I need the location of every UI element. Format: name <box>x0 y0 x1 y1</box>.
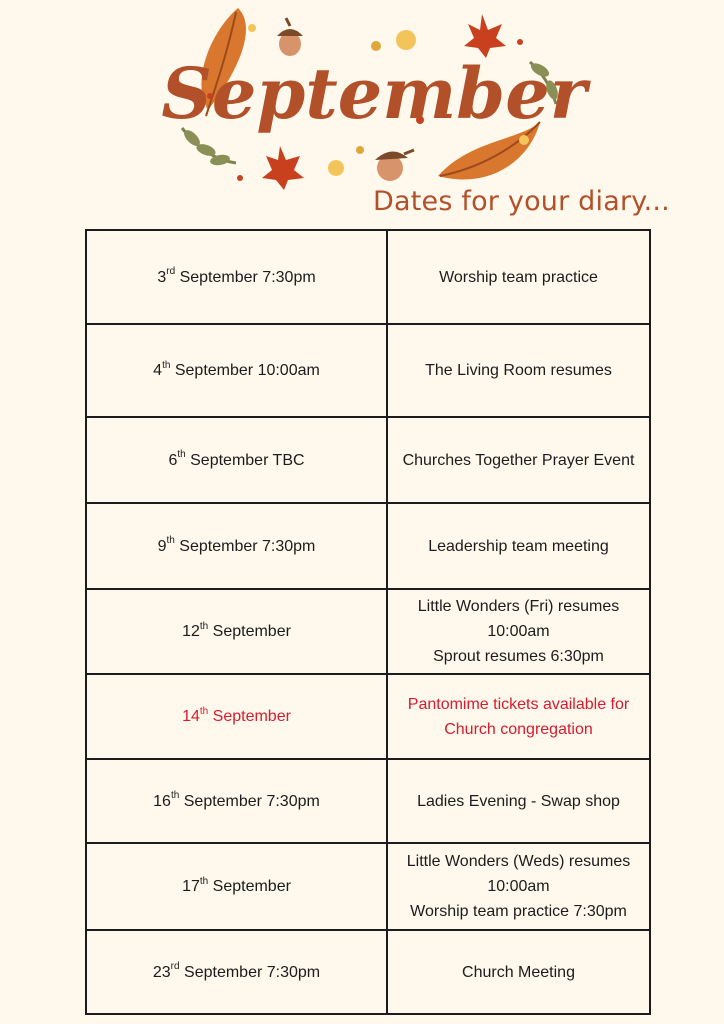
event-day: 14 <box>182 708 200 725</box>
table-row <box>86 930 650 1014</box>
page-title: September <box>161 52 587 135</box>
event-date-cell <box>86 503 387 589</box>
event-day-suffix: th <box>166 535 175 547</box>
event-date-cell <box>86 843 387 930</box>
acorn-icon <box>375 150 414 181</box>
event-description-cell <box>387 674 650 759</box>
table-row <box>86 759 650 843</box>
acorn-icon <box>277 18 303 56</box>
event-date-cell <box>86 589 387 674</box>
event-description-cell <box>387 930 650 1014</box>
event-description-cell <box>387 759 650 843</box>
event-description-line: Worship team practice 7:30pm <box>410 903 627 920</box>
table-row <box>86 589 650 674</box>
event-description-cell <box>387 417 650 503</box>
event-description-line: Sprout resumes 6:30pm <box>433 648 604 665</box>
event-day: 17 <box>182 878 200 895</box>
event-day-suffix: th <box>170 790 180 802</box>
table-row <box>86 230 650 324</box>
event-description-line: Pantomime tickets available for <box>407 695 630 713</box>
table-row <box>86 503 650 589</box>
event-description-line: Little Wonders (Fri) resumes <box>417 598 620 615</box>
event-day-suffix: rd <box>166 266 176 278</box>
event-description-line: Church congregation <box>444 720 593 738</box>
event-date-rest: September <box>208 878 291 895</box>
event-date-cell <box>86 930 387 1014</box>
event-day-suffix: rd <box>170 961 180 973</box>
event-description-cell <box>387 230 650 324</box>
event-date-cell <box>86 759 387 843</box>
event-day: 12 <box>182 623 200 640</box>
table-row <box>86 674 650 759</box>
event-date-rest: September 7:30pm <box>179 963 321 981</box>
event-description-line: Little Wonders (Weds) resumes <box>406 853 631 870</box>
page-subtitle: Dates for your diary... <box>373 186 670 217</box>
event-description-line: Ladies Evening - Swap shop <box>417 792 620 810</box>
event-date-rest: September <box>208 708 291 725</box>
diary-table-body <box>86 230 650 1014</box>
event-day: 4 <box>153 362 163 379</box>
event-description-line: 10:00am <box>487 623 550 640</box>
event-day-suffix: th <box>177 449 186 461</box>
event-date-cell <box>86 324 387 417</box>
event-day: 16 <box>153 792 171 810</box>
event-date-rest: September 7:30pm <box>175 268 316 286</box>
event-day-suffix: th <box>199 875 209 887</box>
event-day: 6 <box>168 451 178 469</box>
table-row <box>86 324 650 417</box>
event-description-cell <box>387 503 650 589</box>
table-row <box>86 843 650 930</box>
event-description-line: Churches Together Prayer Event <box>402 451 635 469</box>
event-day-suffix: th <box>162 359 171 371</box>
event-date-rest: September 10:00am <box>170 362 320 379</box>
event-day: 23 <box>152 963 171 981</box>
event-description-line: Church Meeting <box>462 963 575 981</box>
event-description-line: Leadership team meeting <box>428 537 609 555</box>
event-description-line: 10:00am <box>487 878 550 895</box>
event-description-line: Worship team practice <box>439 268 598 286</box>
event-date-rest: September 7:30pm <box>179 792 320 810</box>
table-row <box>86 417 650 503</box>
event-description-cell <box>387 324 650 417</box>
event-day: 3 <box>157 268 167 286</box>
event-day: 9 <box>157 537 167 555</box>
event-date-cell <box>86 674 387 759</box>
event-date-rest: September <box>208 623 291 640</box>
maple-leaf-icon <box>262 146 304 190</box>
event-day-suffix: th <box>199 705 209 717</box>
event-description-cell <box>387 589 650 674</box>
event-date-cell <box>86 230 387 324</box>
event-date-rest: September 7:30pm <box>174 537 316 555</box>
event-day-suffix: th <box>199 620 209 632</box>
event-description-line: The Living Room resumes <box>425 362 612 379</box>
event-date-rest: September TBC <box>185 451 305 469</box>
diary-table <box>85 229 651 1015</box>
event-description-cell <box>387 843 650 930</box>
event-date-cell <box>86 417 387 503</box>
